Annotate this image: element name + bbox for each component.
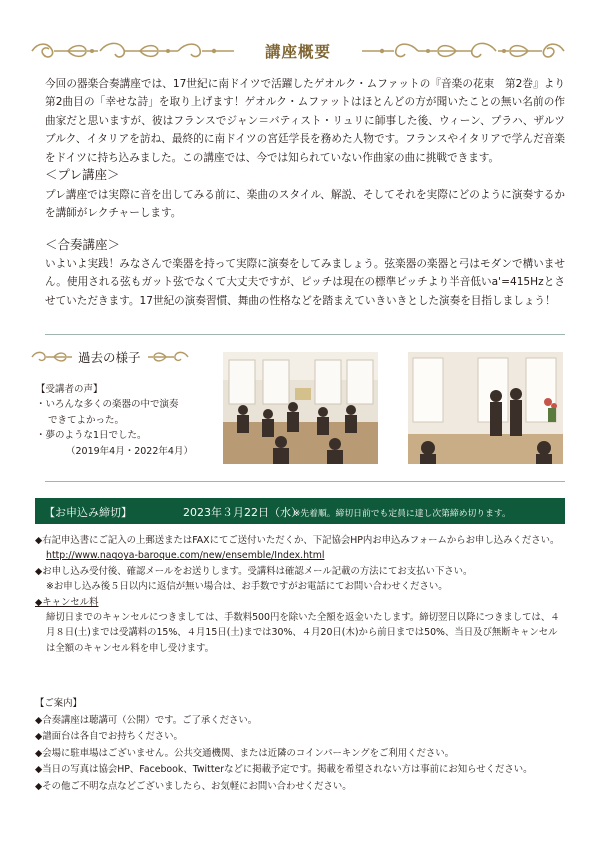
guide-title: 【ご案内】 [35, 698, 82, 709]
ensemble-heading: ＜合奏講座＞ [45, 237, 121, 252]
past-photo-2 [408, 352, 563, 464]
divider [45, 334, 565, 335]
intro-paragraph: 今回の器楽合奏講座では、17世紀に南ドイツで活躍したゲオルク・ムファットの『音楽の花束 第2巻』より第2曲目の「幸せな詩」を取り上げます！ゲオルク・ムファットはほとんどの方が聞いたことの無い名前の作曲家だと思いますが、彼はフランスでジャン＝バティスト・リュリに師事した後、ウィーン、プラハ、ザルツブルク、イタリアを訪ね、最終的に南ドイツの宮廷学長を務めた人物です。フランスやイタリアで学んだ音楽をドイツに持ち込みました。この講座では、今では知られていない作曲家の曲に挑戦できます。 [45, 78, 565, 164]
deadline-banner [35, 498, 565, 524]
guide-item: ◆会場に駐車場はございません。公共交通機関、または近隣のコインパーキングをご利用ください。 [35, 747, 455, 759]
apply-line-2: ◆お申し込み受付後、確認メールをお送りします。受講料は確認メール記載の方法にてお支払い下さい。 [35, 565, 473, 577]
deadline-label: 【お申込み締切】 [44, 506, 132, 519]
voice-item: ・夢のような1日でした。 [36, 430, 147, 442]
registration-link[interactable]: http://www.nagoya-baroque.com/new/ensemble/Index.html [46, 550, 325, 562]
apply-line-1: ◆右記申込書にご記入の上郵送またはFAXにてご送付いただくか、下記協会HP内お申込みフォームからお申し込みください。 [35, 535, 560, 546]
application-info [35, 533, 565, 656]
pre-lecture-heading: ＜プレ講座＞ [45, 167, 120, 182]
pre-lecture-body: プレ講座では実際に音を出してみる前に、楽曲のスタイル、解説、そしてそれを実際にどのように演奏するかを講師がレクチャーします。 [45, 189, 565, 220]
voice-item: ・いろんな多くの楽器の中で演奏 [36, 399, 179, 411]
voice-title: 【受講者の声】 [36, 384, 103, 395]
participant-voices [36, 382, 216, 459]
ensemble-body: いよいよ実践！みなさんで楽器を持って実際に演奏をしてみましょう。弦楽器の楽器と弓はモダンで構いません。使用される弦もガット弦でなくて大丈夫ですが、ピッチは現在の標準ピッチより半音低いa'=415Hzとさせていただきます。17世紀の演奏習慣、舞曲の性格などを踏まえていきいきとした演奏を目指しましょう！ [45, 258, 565, 307]
deadline-date: 2023年３月22日（水） [183, 506, 302, 519]
apply-line-3: ※お申し込み後５日以内に返信が無い場合は、お手数ですがお電話にてお問い合わせください。 [46, 581, 448, 593]
guide-item: ◆その他ご不明な点などございましたら、お気軽にお問い合わせください。 [35, 780, 352, 792]
guide-item: ◆当日の写真は協会HP、Facebook、Twitterなどに掲載予定です。掲載を希望されない方は事前にお知らせください。 [35, 764, 533, 776]
page-title: 講座概要 [264, 43, 331, 61]
deadline-note: ※先着順。締切日前でも定員に達し次第締め切ります。 [293, 509, 511, 519]
guide-item: ◆譜面台は各自でお持ちください。 [35, 731, 183, 743]
past-photo-1 [223, 352, 378, 464]
past-heading [30, 347, 190, 369]
voice-item-cont: できてよかった。 [48, 414, 125, 426]
section-heading [0, 38, 596, 68]
cancel-title: ◆キャンセル料 [35, 596, 99, 608]
guide-item: ◆合奏講座は聴講可（公開）です。ご了承ください。 [35, 714, 258, 726]
right-scroll-icon [146, 349, 190, 365]
divider [45, 481, 565, 482]
past-heading-label: 過去の様子 [78, 350, 141, 365]
voice-dates: （2019年4月・2022年4月） [66, 445, 193, 457]
right-ornament-icon [358, 38, 568, 64]
guide-section [35, 696, 575, 796]
left-scroll-icon [30, 349, 74, 365]
cancel-body: 締切日までのキャンセルにつきましては、手数料500円を除いた全額を返金いたします。締切翌日以降につきましては、４月８日(土)までは受講料の15%、４月15日(土)までは30%、４月20日(木)から前日までは50%、当日及び無断キャンセルは全額のキャンセル料を申し受けます。 [46, 612, 560, 654]
